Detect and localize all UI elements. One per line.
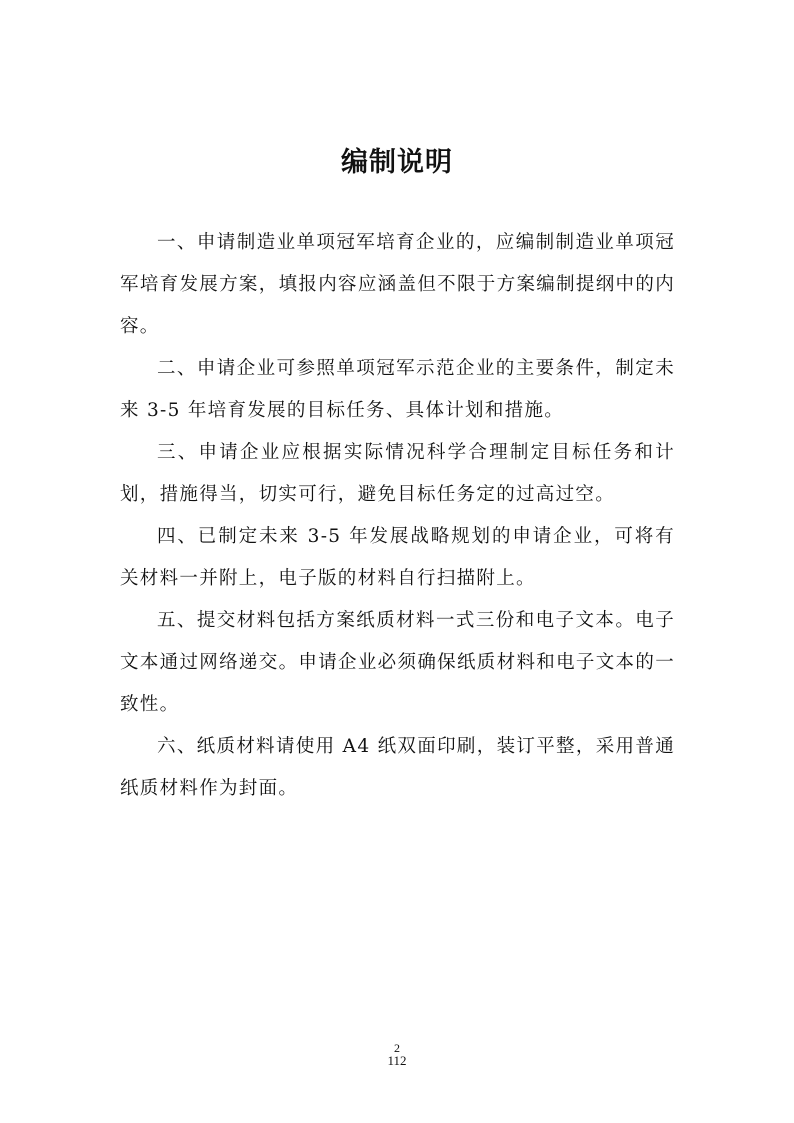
paragraph-5: 五、提交材料包括方案纸质材料一式三份和电子文本。电子文本通过网络递交。申请企业必须确保纸质材料和电子文本的一致性。 — [120, 610, 675, 715]
paragraph-1: 一、申请制造业单项冠军培育企业的，应编制制造业单项冠军培育发展方案，填报内容应涵盖但不限于方案编制提纲中的内容。 — [120, 232, 675, 337]
paragraph-3: 三、申请企业应根据实际情况科学合理制定目标任务和计划，措施得当，切实可行，避免目标任务定的过高过空。 — [120, 442, 675, 505]
page-number-outer: 112 — [387, 1053, 407, 1068]
document-body — [120, 222, 675, 810]
paragraph-2: 二、申请企业可参照单项冠军示范企业的主要条件，制定未来 3-5 年培育发展的目标任务、具体计划和措施。 — [120, 358, 675, 421]
page-title: 编制说明 — [341, 147, 453, 178]
paragraph-6: 六、纸质材料请使用 A4 纸双面印刷，装订平整，采用普通纸质材料作为封面。 — [120, 736, 675, 799]
paragraph-4: 四、已制定未来 3-5 年发展战略规划的申请企业，可将有关材料一并附上，电子版的材料自行扫描附上。 — [120, 526, 675, 589]
page-number-inner: 2 — [394, 1041, 400, 1055]
